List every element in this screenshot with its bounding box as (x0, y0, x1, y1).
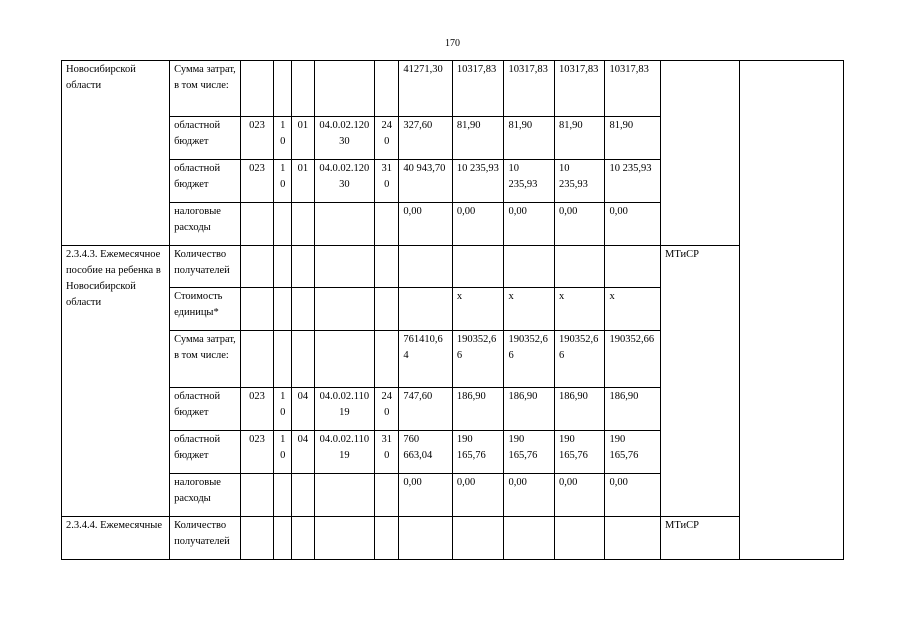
year-value-cell: 186,90 (605, 388, 661, 431)
expense-type-cell: 240 (375, 117, 399, 160)
target-article-cell: 04.0.02.11019 (314, 388, 375, 431)
year-value-cell: 0,00 (605, 474, 661, 517)
expense-type-cell (375, 246, 399, 288)
year-value-cell: 10317,83 (452, 61, 504, 117)
year-value-cell: 190 165,76 (452, 431, 504, 474)
executor-cell (661, 61, 740, 246)
section-cell: 10 (274, 160, 292, 203)
target-article-cell (314, 331, 375, 388)
year-value-cell (452, 246, 504, 288)
indicator-cell: Количество получателей (170, 517, 241, 560)
total-value-cell: 327,60 (399, 117, 453, 160)
gov-code-cell (240, 474, 273, 517)
total-value-cell: 0,00 (399, 474, 453, 517)
budget-table (61, 60, 844, 560)
year-value-cell: 10 235,93 (452, 160, 504, 203)
year-value-cell: 190 165,76 (554, 431, 605, 474)
gov-code-cell (240, 61, 273, 117)
expense-type-cell (375, 517, 399, 560)
year-value-cell: 190 165,76 (504, 431, 555, 474)
total-value-cell: 747,60 (399, 388, 453, 431)
subsection-cell: 04 (292, 431, 314, 474)
year-value-cell: 0,00 (452, 474, 504, 517)
subsection-cell (292, 474, 314, 517)
year-value-cell (504, 246, 555, 288)
expense-type-cell: 310 (375, 431, 399, 474)
year-value-cell: 10317,83 (605, 61, 661, 117)
subsection-cell (292, 246, 314, 288)
year-value-cell: х (452, 288, 504, 331)
year-value-cell: 81,90 (504, 117, 555, 160)
year-value-cell: 190352,66 (452, 331, 504, 388)
section-cell (274, 331, 292, 388)
target-article-cell (314, 203, 375, 246)
indicator-cell: налоговые расходы (170, 203, 241, 246)
year-value-cell: х (504, 288, 555, 331)
target-article-cell (314, 246, 375, 288)
expense-type-cell (375, 288, 399, 331)
year-value-cell: 81,90 (452, 117, 504, 160)
year-value-cell: 0,00 (452, 203, 504, 246)
expense-type-cell (375, 61, 399, 117)
subsection-cell (292, 517, 314, 560)
total-value-cell: 761410,64 (399, 331, 453, 388)
gov-code-cell: 023 (240, 160, 273, 203)
indicator-cell: налоговые расходы (170, 474, 241, 517)
total-value-cell (399, 288, 453, 331)
year-value-cell: 186,90 (554, 388, 605, 431)
indicator-cell: областной бюджет (170, 431, 241, 474)
total-value-cell: 40 943,70 (399, 160, 453, 203)
program-name-cell: 2.3.4.3. Ежемесячное пособие на ребенка в Новосибирской области (62, 246, 170, 517)
year-value-cell: 0,00 (605, 203, 661, 246)
expense-type-cell (375, 331, 399, 388)
year-value-cell: 0,00 (504, 474, 555, 517)
subsection-cell: 01 (292, 117, 314, 160)
year-value-cell (554, 246, 605, 288)
gov-code-cell (240, 517, 273, 560)
program-name-cell: 2.3.4.4. Ежемесячные (62, 517, 170, 560)
gov-code-cell (240, 246, 273, 288)
year-value-cell: х (605, 288, 661, 331)
subsection-cell (292, 288, 314, 331)
year-value-cell: 190352,66 (504, 331, 555, 388)
year-value-cell: 0,00 (504, 203, 555, 246)
indicator-cell: областной бюджет (170, 117, 241, 160)
total-value-cell (399, 517, 453, 560)
year-value-cell: 10317,83 (554, 61, 605, 117)
year-value-cell: 10 235,93 (554, 160, 605, 203)
result-cell (739, 61, 843, 560)
year-value-cell: 0,00 (554, 474, 605, 517)
total-value-cell: 41271,30 (399, 61, 453, 117)
indicator-cell: областной бюджет (170, 160, 241, 203)
year-value-cell: 10 235,93 (504, 160, 555, 203)
target-article-cell: 04.0.02.11019 (314, 431, 375, 474)
program-name-cell: Новосибирской области (62, 61, 170, 246)
section-cell (274, 61, 292, 117)
subsection-cell: 01 (292, 160, 314, 203)
year-value-cell: 0,00 (554, 203, 605, 246)
year-value-cell: 10 235,93 (605, 160, 661, 203)
target-article-cell: 04.0.02.12030 (314, 117, 375, 160)
target-article-cell (314, 61, 375, 117)
total-value-cell: 0,00 (399, 203, 453, 246)
target-article-cell: 04.0.02.12030 (314, 160, 375, 203)
year-value-cell: 81,90 (554, 117, 605, 160)
total-value-cell (399, 246, 453, 288)
target-article-cell (314, 288, 375, 331)
gov-code-cell: 023 (240, 388, 273, 431)
executor-cell: МТиСР (661, 246, 740, 517)
section-cell (274, 517, 292, 560)
gov-code-cell: 023 (240, 117, 273, 160)
section-cell (274, 203, 292, 246)
section-cell: 10 (274, 388, 292, 431)
year-value-cell: 186,90 (452, 388, 504, 431)
year-value-cell: 186,90 (504, 388, 555, 431)
year-value-cell: 190 165,76 (605, 431, 661, 474)
expense-type-cell: 310 (375, 160, 399, 203)
subsection-cell: 04 (292, 388, 314, 431)
table-row (62, 517, 844, 560)
expense-type-cell: 240 (375, 388, 399, 431)
table-row (62, 61, 844, 117)
section-cell (274, 288, 292, 331)
section-cell (274, 474, 292, 517)
subsection-cell (292, 331, 314, 388)
indicator-cell: Стоимость единицы* (170, 288, 241, 331)
section-cell: 10 (274, 117, 292, 160)
expense-type-cell (375, 203, 399, 246)
subsection-cell (292, 203, 314, 246)
year-value-cell (554, 517, 605, 560)
total-value-cell: 760 663,04 (399, 431, 453, 474)
subsection-cell (292, 61, 314, 117)
indicator-cell: Количество получателей (170, 246, 241, 288)
page-number: 170 (445, 38, 460, 49)
year-value-cell (504, 517, 555, 560)
expense-type-cell (375, 474, 399, 517)
indicator-cell: Сумма затрат, в том числе: (170, 331, 241, 388)
year-value-cell (452, 517, 504, 560)
gov-code-cell: 023 (240, 431, 273, 474)
year-value-cell (605, 246, 661, 288)
executor-cell: МТиСР (661, 517, 740, 560)
table-row (62, 246, 844, 288)
year-value-cell: 81,90 (605, 117, 661, 160)
indicator-cell: областной бюджет (170, 388, 241, 431)
year-value-cell: 10317,83 (504, 61, 555, 117)
year-value-cell: 190352,66 (554, 331, 605, 388)
indicator-cell: Сумма затрат, в том числе: (170, 61, 241, 117)
gov-code-cell (240, 288, 273, 331)
gov-code-cell (240, 203, 273, 246)
year-value-cell: х (554, 288, 605, 331)
year-value-cell (605, 517, 661, 560)
target-article-cell (314, 517, 375, 560)
gov-code-cell (240, 331, 273, 388)
year-value-cell: 190352,66 (605, 331, 661, 388)
section-cell (274, 246, 292, 288)
target-article-cell (314, 474, 375, 517)
section-cell: 10 (274, 431, 292, 474)
